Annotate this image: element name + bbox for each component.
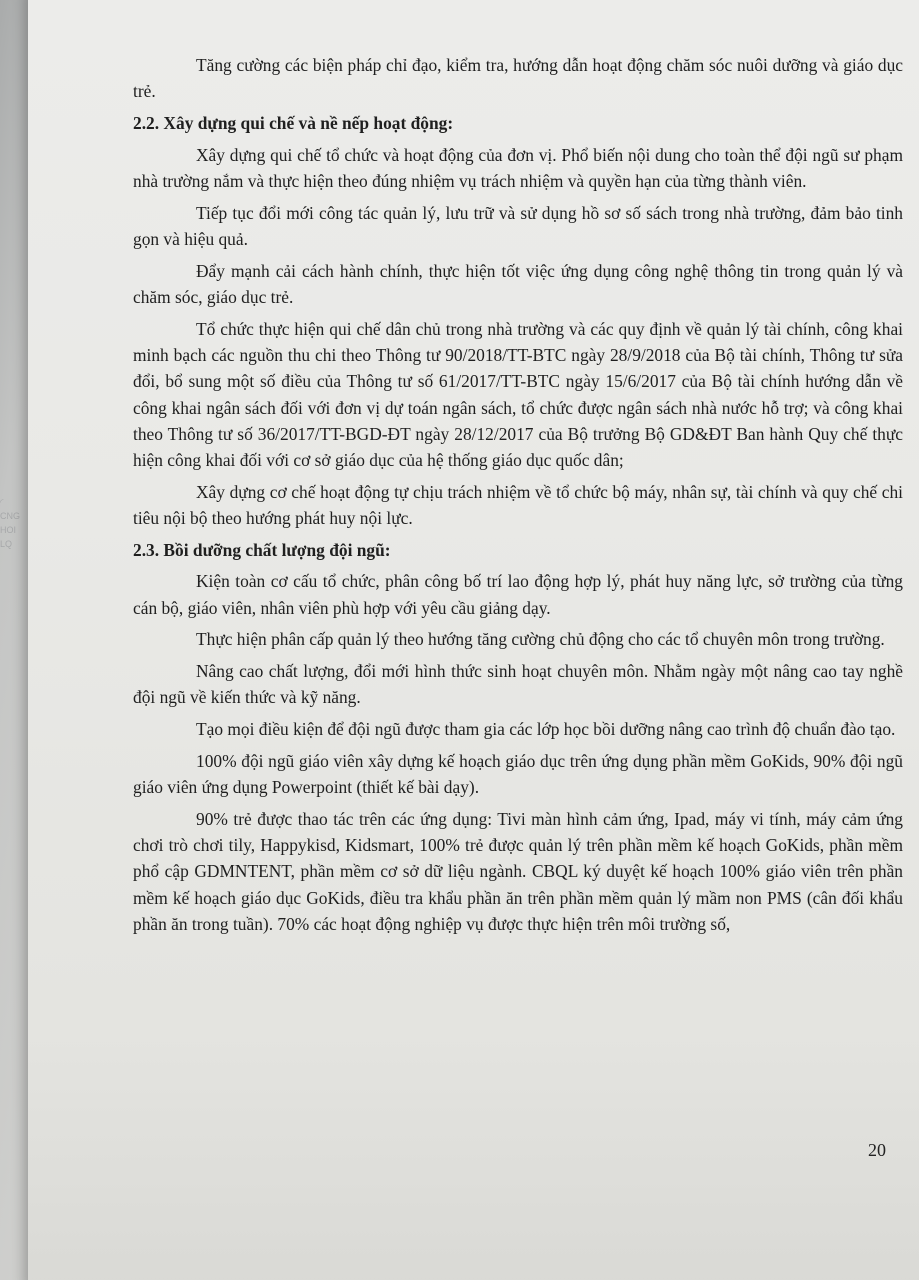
document-page	[28, 0, 919, 1280]
paragraph: Nâng cao chất lượng, đổi mới hình thức sinh hoạt chuyên môn. Nhằm ngày một nâng cao tay nghề đội ngũ về kiến thức và kỹ năng.	[133, 661, 903, 708]
paragraph: Tổ chức thực hiện qui chế dân chủ trong nhà trường và các quy định về quản lý tài chính, công khai minh bạch các nguồn thu chi theo Thông tư 90/2018/TT-BTC ngày 28/9/2018 của Bộ tài chính, Thông tư sửa đổi, bổ sung một số điều của Thông tư số 61/2017/TT-BTC ngày 15/6/2017 của Bộ tài chính hướng dẫn về công khai ngân sách đối với đơn vị dự toán ngân sách, tổ chức được ngân sách nhà nước hỗ trợ; và công khai theo Thông tư số 36/2017/TT-BGD-ĐT ngày 28/12/2017 của Bộ trưởng Bộ GD&ĐT Ban hành Quy chế thực hiện công khai đối với cơ sở giáo dục của hệ thống giáo dục quốc dân;	[133, 318, 903, 471]
paragraph: Thực hiện phân cấp quản lý theo hướng tăng cường chủ động cho các tổ chuyên môn trong trường.	[196, 629, 885, 650]
paragraph: Tạo mọi điều kiện để đội ngũ được tham gia các lớp học bồi dưỡng nâng cao trình độ chuẩn đào tạo.	[196, 719, 896, 740]
paragraph: 100% đội ngũ giáo viên xây dựng kế hoạch giáo dục trên ứng dụng phần mềm GoKids, 90% đội ngũ giáo viên ứng dụng Powerpoint (thiết kế bài dạy).	[133, 750, 903, 798]
section-heading-2-2: 2.2. Xây dựng qui chế và nề nếp hoạt động:	[133, 112, 454, 133]
paragraph: 90% trẻ được thao tác trên các ứng dụng: Tivi màn hình cảm ứng, Ipad, máy vi tính, máy cảm ứng chơi trò chơi tily, Happykisd, Kidsmart, 100% trẻ được quản lý trên phần mềm kế hoạch GoKids, phần mềm phổ cập GDMNTENT, phần mềm cơ sở dữ liệu ngành. CBQL ký duyệt kế hoạch 100% giáo viên trên phần mềm kế hoạch giáo dục GoKids, điều tra khẩu phần ăn trên phần mềm quản lý mầm non PMS (cân đối khẩu phần ăn trong tuần). 70% các hoạt động nghiệp vụ được thực hiện trên môi trường số,	[133, 808, 903, 934]
paragraph: Đẩy mạnh cải cách hành chính, thực hiện tốt việc ứng dụng công nghệ thông tin trong quản lý và chăm sóc, giáo dục trẻ.	[133, 260, 903, 307]
paragraph: Xây dựng qui chế tổ chức và hoạt động của đơn vị. Phổ biến nội dung cho toàn thể đội ngũ sư phạm nhà trường nắm và thực hiện theo đúng nhiệm vụ trách nhiệm và quyền hạn của từng thành viên.	[133, 144, 903, 191]
faded-stamp: ◜ СNG HOI LQ	[0, 497, 20, 549]
paragraph: Xây dựng cơ chế hoạt động tự chịu trách nhiệm về tổ chức bộ máy, nhân sự, tài chính và quy chế chi tiêu nội bộ theo hướng phát huy nội lực.	[133, 481, 903, 529]
paragraph: Tiếp tục đổi mới công tác quản lý, lưu trữ và sử dụng hồ sơ số sách trong nhà trường, đảm bảo tinh gọn và hiệu quả.	[133, 202, 903, 249]
page-number: 20	[868, 1140, 886, 1160]
paragraph: Tăng cường các biện pháp chỉ đạo, kiểm tra, hướng dẫn hoạt động chăm sóc nuôi dưỡng và giáo dục trẻ.	[133, 55, 903, 102]
section-heading-2-3: 2.3. Bồi dưỡng chất lượng đội ngũ:	[133, 539, 391, 560]
paragraph: Kiện toàn cơ cấu tổ chức, phân công bố trí lao động hợp lý, phát huy năng lực, sở trường của từng cán bộ, giáo viên, nhân viên phù hợp với yêu cầu giảng dạy.	[133, 571, 903, 618]
document-body	[133, 52, 903, 943]
